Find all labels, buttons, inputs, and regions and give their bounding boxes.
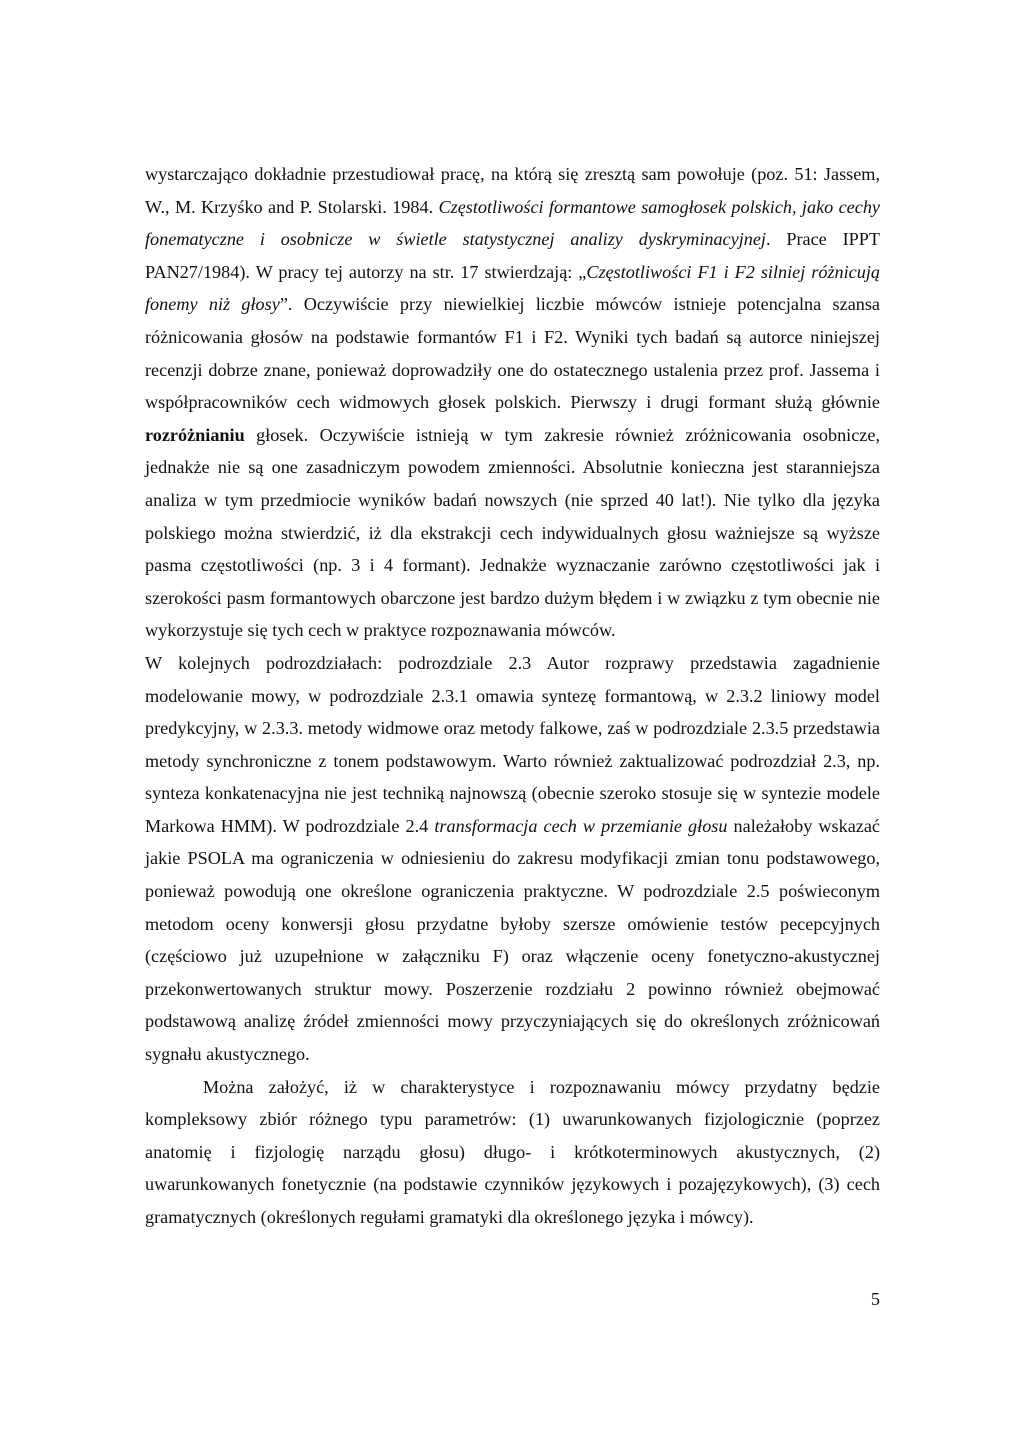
paragraph-text: należałoby wskazać jakie PSOLA ma ograniczenia w odniesieniu do zakresu modyfikacji zmian tonu podstawowego, ponieważ powodują one określone ograniczenia praktyczne. W podrozdziale 2.5 poświeconym metodom oceny konwersji głosu przydatne byłoby szersze omówienie testów pecepcyjnych (częściowo już uzupełnione w załączniku F) oraz włączenie oceny fonetyczno-akustycznej przekonwertowanych struktur mowy. Poszerzenie rozdziału 2 powinno również obejmować podstawową analizę źródeł zmienności mowy przyczyniających się do określonych zróżnicowań sygnału akustycznego.: [145, 815, 881, 1065]
emphasis-bold: rozróżnianiu: [145, 424, 245, 445]
document-body: [145, 158, 880, 1234]
page-number: 5: [870, 1289, 880, 1309]
paragraph-text: głosek. Oczywiście istnieją w tym zakresie również zróżnicowania osobnicze, jednakże nie są one zasadniczym powodem zmienności. Absolutnie konieczna jest staranniejsza analiza w tym przedmiocie wyników badań nowszych (nie sprzed 40 lat!). Nie tylko dla języka polskiego można stwierdzić, iż dla ekstrakcji cech indywidualnych głosu ważniejsze są wyższe pasma częstotliwości (np. 3 i 4 formant). Jednakże wyznaczanie zarówno częstotliwości jak i szerokości pasm formantowych obarczone jest bardzo dużym błędem i w związku z tym obecnie nie wykorzystuje się tych cech w praktyce rozpoznawania mówców.: [145, 424, 880, 641]
paragraph-formant-review: [145, 158, 880, 647]
cited-title: Częstotliwości formantowe samogłosek polskich, jako cechy fonematyczne i osobnicze w świetle statystycznej analizy dyskryminacyjnej: [145, 196, 880, 250]
paragraph-text: Można założyć, iż w charakterystyce i rozpoznawaniu mówcy przydatny będzie kompleksowy zbiór różnego typu parametrów: (1) uwarunkowanych fizjologicznie (poprzez anatomię i fizjologię narządu głosu) długo- i krótkoterminowych akustycznych, (2) uwarunkowanych fonetycznie (na podstawie czynników językowych i pozajęzykowych), (3) cech gramatycznych (określonych regułami gramatyki dla określonego języka i mówcy).: [145, 1076, 880, 1227]
paragraph-text: wystarczająco dokładnie przestudiował pracę, na którą się zresztą sam powołuje (poz. 51: Jassem, W., M. Krzyśko and P. Stolarski. 1984.: [145, 164, 880, 217]
paragraph-text: ”. Oczywiście przy niewielkiej liczbie mówców istnieje potencjalna szansa różnicowania głosów na podstawie formantów F1 i F2. Wyniki tych badań są autorce niniejszej recenzji dobrze znane, ponieważ doprowadziły one do ostatecznego ustalenia przez prof. Jassema i współpracowników cech widmowych głosek polskich. Pierwszy i drugi formant służą głównie: [145, 294, 881, 413]
quotation: Częstotliwości F1 i F2 silniej różnicują fonemy niż głosy: [145, 261, 880, 315]
paragraph-subchapters: [145, 647, 880, 1071]
paragraph-parameters: [145, 1071, 880, 1234]
paragraph-text: . Prace IPPT PAN27/1984). W pracy tej autorzy na str. 17 stwierdzają: „: [145, 229, 880, 282]
paragraph-text: W kolejnych podrozdziałach: podrozdziale 2.3 Autor rozprawy przedstawia zagadnienie modelowanie mowy, w podrozdziale 2.3.1 omawia syntezę formantową, w 2.3.2 liniowy model predykcyjny, w 2.3.3. metody widmowe oraz metody falkowe, zaś w podrozdziale 2.3.5 przedstawia metody synchroniczne z tonem podstawowym. Warto również zaktualizować podrozdział 2.3, np. synteza konkatenacyjna nie jest techniką najnowszą (obecnie szeroko stosuje się w syntezie modele Markowa HMM). W podrozdziale 2.4: [145, 652, 880, 836]
section-title-italic: transformacja cech w przemianie głosu: [434, 815, 728, 836]
